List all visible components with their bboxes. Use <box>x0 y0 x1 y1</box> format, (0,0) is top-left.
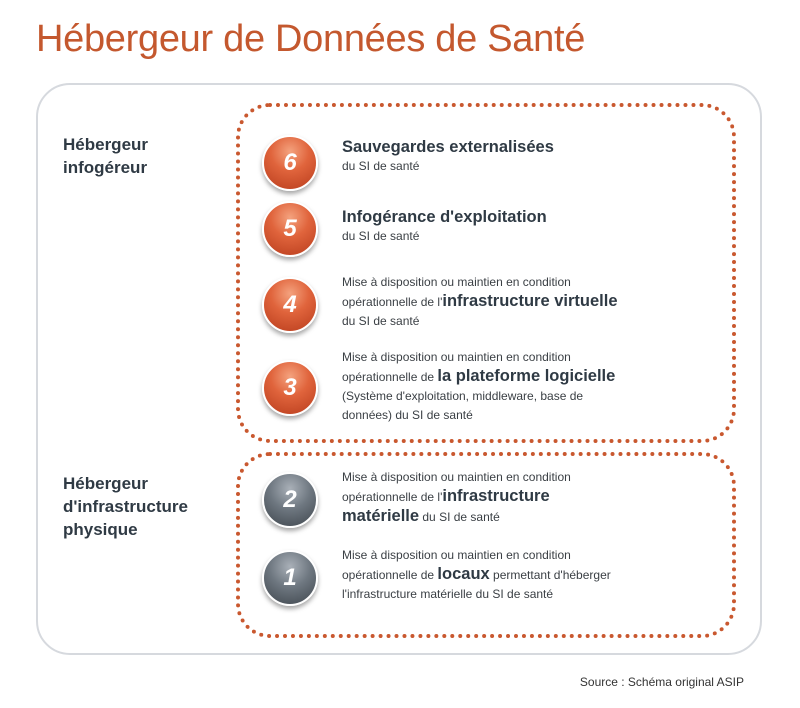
step-2-text <box>342 468 732 527</box>
step-4-badge: 4 <box>262 277 318 333</box>
step-3-line: (Système d'exploitation, middleware, base de <box>342 389 584 403</box>
step-5-text <box>342 206 732 244</box>
step-3 <box>262 348 732 422</box>
step-1-badge: 1 <box>262 550 318 606</box>
source-caption: Source : Schéma original ASIP <box>579 675 744 689</box>
step-3-line: Mise à disposition ou maintien en condition <box>342 350 571 364</box>
step-4-highlight: infrastructure virtuelle <box>442 292 618 310</box>
step-4-line: du SI de santé <box>342 314 420 328</box>
step-2-line <box>342 507 732 527</box>
step-6-badge: 6 <box>262 135 318 191</box>
step-2-line: Mise à disposition ou maintien en condition <box>342 470 571 484</box>
group-label-physique <box>63 472 188 541</box>
step-6-title: Sauvegardes externalisées <box>342 138 554 156</box>
group-label-infogereur <box>63 133 148 179</box>
step-2-highlight: infrastructure <box>442 487 550 505</box>
step-1-highlight: locaux <box>437 565 490 583</box>
group-label-line: infogéreur <box>63 158 148 177</box>
step-6-subtitle: du SI de santé <box>342 159 420 173</box>
step-3-pre: opérationnelle de <box>342 370 438 384</box>
step-6-text <box>342 136 732 174</box>
step-1-pre: opérationnelle de <box>342 568 438 582</box>
step-3-text <box>342 348 732 425</box>
step-2-line <box>342 487 732 507</box>
step-5 <box>262 200 732 270</box>
page-title: Hébergeur de Données de Santé <box>36 18 586 60</box>
step-5-subtitle: du SI de santé <box>342 229 420 243</box>
step-3-badge: 3 <box>262 360 318 416</box>
step-5-title: Infogérance d'exploitation <box>342 208 547 226</box>
step-5-badge: 5 <box>262 201 318 257</box>
step-1-text <box>342 546 732 604</box>
step-1-line: l'infrastructure matérielle du SI de santé <box>342 587 554 601</box>
step-2-post: du SI de santé <box>419 510 500 524</box>
step-1-line <box>342 565 732 585</box>
step-1 <box>262 546 732 616</box>
step-4-line: Mise à disposition ou maintien en condition <box>342 275 571 289</box>
step-3-line <box>342 367 732 387</box>
step-1-line: Mise à disposition ou maintien en condition <box>342 548 571 562</box>
group-label-line: Hébergeur <box>63 135 149 154</box>
group-label-line: physique <box>63 520 138 539</box>
step-3-highlight: la plateforme logicielle <box>437 367 616 385</box>
step-2-highlight-2: matérielle <box>342 507 420 525</box>
step-3-line: données) du SI de santé <box>342 408 473 422</box>
step-4 <box>262 273 732 343</box>
step-4-text <box>342 273 732 331</box>
step-1-post: permettant d'héberger <box>489 568 611 582</box>
step-6 <box>262 130 732 200</box>
step-4-pre: opérationnelle de l' <box>342 295 443 309</box>
step-2-pre: opérationnelle de l' <box>342 490 443 504</box>
group-label-line: d'infrastructure <box>63 497 188 516</box>
step-4-line <box>342 292 732 312</box>
group-label-line: Hébergeur <box>63 474 149 493</box>
step-2 <box>262 468 732 538</box>
step-2-badge: 2 <box>262 472 318 528</box>
